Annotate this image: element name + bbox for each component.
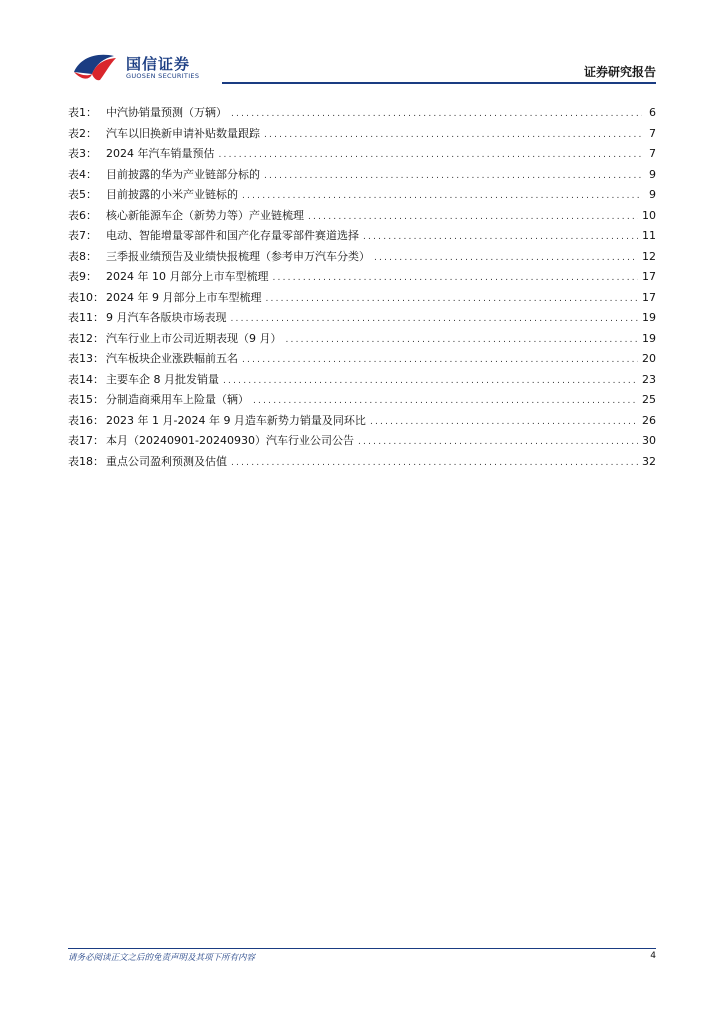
toc-entry-title: 重点公司盈利预测及估值 [106, 454, 227, 468]
toc-entry-title: 9 月汽车各版块市场表现 [106, 311, 227, 324]
toc-dot-leader [219, 145, 643, 166]
toc-entry-title: 目前披露的华为产业链部分标的 [106, 167, 260, 181]
toc-entry[interactable] [68, 329, 656, 350]
toc-dot-leader [272, 268, 638, 289]
toc-entry-title: 汽车行业上市公司近期表现（9 月） [106, 331, 282, 345]
toc-dot-leader [286, 330, 639, 351]
toc-entry-page: 9 [649, 188, 656, 201]
toc-entry-title: 2024 年汽车销量预估 [106, 147, 215, 160]
toc-entry-page: 30 [642, 434, 656, 447]
toc-entry-label: 表12： [68, 331, 104, 345]
toc-entry[interactable] [68, 349, 656, 370]
toc-entry[interactable] [68, 103, 656, 124]
toc-entry[interactable] [68, 411, 656, 432]
toc-dot-leader [374, 248, 638, 269]
toc-entry-title: 汽车板块企业涨跌幅前五名 [106, 352, 238, 365]
toc-entry-title: 2024 年 9 月部分上市车型梳理 [106, 290, 262, 304]
toc-entry-page: 9 [649, 167, 656, 181]
page-header [0, 0, 724, 90]
toc-entry[interactable] [68, 267, 656, 288]
toc-entry[interactable] [68, 226, 656, 247]
toc-dot-leader [264, 166, 642, 187]
guosen-logo [70, 50, 220, 86]
toc-entry-page: 17 [642, 270, 656, 283]
toc-entry-title: 本月（20240901-20240930）汽车行业公司公告 [106, 434, 354, 447]
toc-entry[interactable] [68, 144, 656, 165]
toc-entry-page: 17 [642, 290, 656, 304]
toc-entry[interactable] [68, 206, 656, 227]
toc-dot-leader [242, 186, 642, 207]
toc-entry-page: 25 [642, 393, 656, 406]
toc-entry-page: 19 [642, 311, 656, 324]
toc-entry-page: 32 [642, 454, 656, 468]
toc-entry-label: 表14： [68, 372, 104, 386]
toc-entry-label: 表6： [68, 208, 97, 222]
toc-entry-label: 表17： [68, 434, 104, 447]
toc-entry-page: 7 [649, 147, 656, 160]
toc-entry-title: 2024 年 10 月部分上市车型梳理 [106, 270, 269, 283]
toc-entry-label: 表18： [68, 454, 104, 468]
toc-entry-page: 23 [642, 372, 656, 386]
toc-entry-page: 19 [642, 331, 656, 345]
toc-dot-leader [363, 227, 638, 248]
toc-entry-page: 10 [642, 208, 656, 222]
toc-entry[interactable] [68, 431, 656, 452]
toc-dot-leader [242, 350, 638, 371]
toc-entry-title: 中汽协销量预测（万辆） [106, 106, 227, 119]
toc-entry-label: 表3： [68, 147, 97, 160]
toc-dot-leader [264, 125, 642, 146]
toc-entry-title: 目前披露的小米产业链标的 [106, 188, 238, 201]
toc-entry-page: 6 [649, 106, 656, 119]
toc-entry-label: 表11： [68, 311, 104, 324]
toc-dot-leader [231, 104, 642, 125]
toc-entry-title: 分制造商乘用车上险量（辆） [106, 393, 249, 406]
toc-entry[interactable] [68, 288, 656, 309]
toc-dot-leader [370, 412, 638, 433]
toc-dot-leader [358, 432, 638, 453]
logo-text-en: GUOSEN SECURITIES [126, 72, 200, 80]
header-divider [222, 82, 656, 84]
toc-dot-leader [308, 207, 638, 228]
toc-entry-title: 三季报业绩预告及业绩快报梳理（参考申万汽车分类） [106, 249, 370, 263]
toc-entry-title: 2023 年 1 月-2024 年 9 月造车新势力销量及同环比 [106, 413, 366, 427]
page-number: 4 [650, 951, 656, 961]
toc-entry-title: 汽车以旧换新申请补贴数量跟踪 [106, 126, 260, 140]
toc-entry[interactable] [68, 390, 656, 411]
logo-text-cn: 国信证券 [126, 55, 191, 73]
toc-entry-page: 26 [642, 413, 656, 427]
toc-entry[interactable] [68, 165, 656, 186]
toc-entry-page: 20 [642, 352, 656, 365]
footer-divider [68, 948, 656, 949]
toc-entry-label: 表4： [68, 167, 97, 181]
toc-entry-page: 11 [642, 229, 656, 242]
toc-entry-title: 主要车企 8 月批发销量 [106, 372, 219, 386]
toc-entry-title: 电动、智能增量零部件和国产化存量零部件赛道选择 [106, 229, 359, 242]
toc-dot-leader [231, 453, 638, 474]
toc-dot-leader [253, 391, 638, 412]
toc-entry[interactable] [68, 308, 656, 329]
toc-entry[interactable] [68, 247, 656, 268]
toc-entry[interactable] [68, 452, 656, 473]
guosen-logo-icon [70, 50, 122, 84]
toc-entry-label: 表5： [68, 188, 97, 201]
toc-entry-label: 表1： [68, 106, 97, 119]
toc-dot-leader [223, 371, 638, 392]
toc-dot-leader [265, 289, 638, 310]
toc-entry-label: 表7： [68, 229, 97, 242]
footer-disclaimer: 请务必阅读正文之后的免责声明及其项下所有内容 [68, 953, 256, 963]
toc-entry[interactable] [68, 370, 656, 391]
toc-entry-label: 表9： [68, 270, 97, 283]
toc-entry-label: 表13： [68, 352, 104, 365]
toc-entry-label: 表15： [68, 393, 104, 406]
toc-entry-label: 表2： [68, 126, 97, 140]
toc-entry-label: 表16： [68, 413, 104, 427]
toc-entry[interactable] [68, 124, 656, 145]
toc-entry[interactable] [68, 185, 656, 206]
toc-entry-label: 表10： [68, 290, 104, 304]
toc-entry-page: 7 [649, 126, 656, 140]
toc-entry-label: 表8： [68, 249, 97, 263]
toc-dot-leader [231, 309, 639, 330]
table-of-contents [68, 103, 656, 472]
report-type-label: 证券研究报告 [583, 65, 656, 79]
toc-entry-title: 核心新能源车企（新势力等）产业链梳理 [106, 208, 304, 222]
toc-entry-page: 12 [642, 249, 656, 263]
